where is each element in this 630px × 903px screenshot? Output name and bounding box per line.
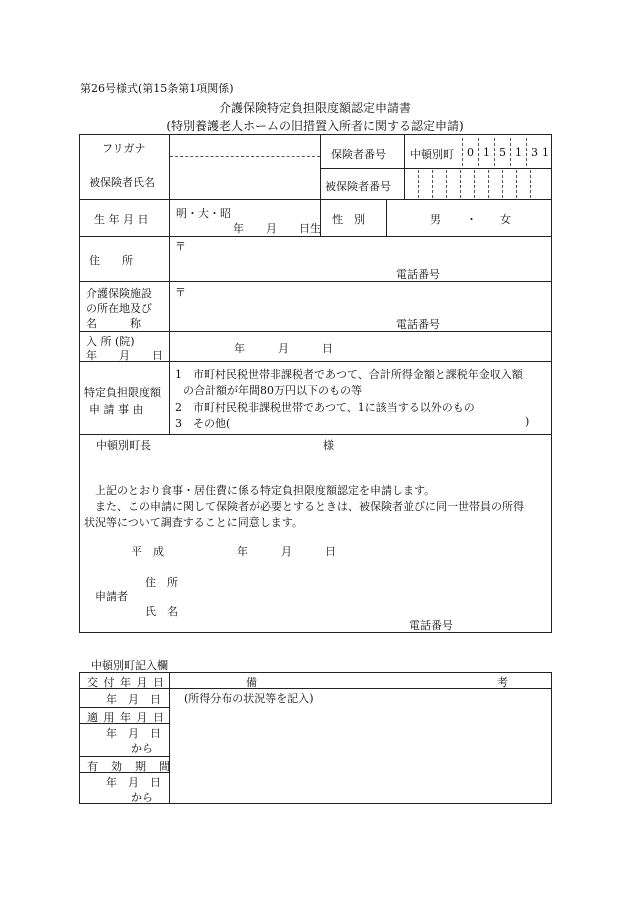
form-subtitle: (特別養護老人ホームの旧措置入所者に関する認定申請) [166,119,464,133]
insured-number-field[interactable] [405,170,550,198]
validity-label: 有 効 期 間 [87,760,171,773]
insurer-number-label: 保険者番号 [331,148,386,161]
insured-name-field[interactable] [175,160,317,196]
form-title: 介護保険特定負担限度額認定申請書 [218,101,411,115]
sex-male-option[interactable]: 男 [430,213,441,226]
era-options: 明・大・昭 [176,207,231,220]
admission-label-line2: 年 月 日 [86,349,163,362]
address-phone-label: 電話番号 [396,268,440,281]
sex-separator: ・ [466,213,477,226]
sex-female-option[interactable]: 女 [500,213,511,226]
reason-option-3[interactable]: 3 その他( [175,417,231,430]
admission-label-line1: 入 所 (院) [86,335,135,348]
postal-mark: 〒 [175,240,186,253]
reason-option-1[interactable]: 1 市町村民税世帯非課税者であつて、合計所得金額と課税年金収入額 [175,368,523,381]
applicant-phone-label: 電話番号 [409,619,453,632]
insurer-digit: 0 [467,146,474,159]
remarks-label-2: 考 [497,676,508,689]
addressee: 中頓別町長 [96,439,151,452]
facility-phone-label: 電話番号 [396,318,440,331]
insurer-digit: 5 [499,146,506,159]
insured-name-label: 被保険者氏名 [89,176,155,189]
facility-label-line2: の所在地及び [86,302,152,315]
furigana-field[interactable] [175,140,317,154]
furigana-label: フリガナ [102,142,146,155]
reason-label-line1: 特定負担限度額 [84,386,161,399]
insurer-digit: 1 [515,146,522,159]
reason-option-1-cont: の合計額が年間80万円以下のもの等 [183,384,362,397]
office-section-title: 中頓別町記入欄 [91,659,168,672]
honorific: 様 [323,439,334,452]
form-number: 第26号様式(第15条第1項関係) [80,82,234,95]
reason-label-line2: 申 請 事 由 [89,403,144,416]
facility-postal-mark: 〒 [175,286,186,299]
remarks-note: (所得分布の状況等を記入) [184,692,314,705]
validity-from-label: から [131,791,153,804]
facility-label-line1: 介護保険施設 [86,287,152,300]
issue-date-format: 年 月 日 [106,693,161,706]
applicant-name-label: 氏 名 [145,605,178,618]
application-date-format: 年 月 日 [237,545,336,558]
admission-date-format: 年 月 日 [234,342,333,355]
birth-date-label: 生 年 月 日 [94,213,149,226]
facility-field[interactable] [190,286,545,314]
address-field[interactable] [190,240,545,264]
declaration-paragraph-2: また、この申請に関して保険者が必要とするときは、被保険者並びに同一世帯員の所得 [95,500,524,513]
apply-from-label: から [131,742,153,755]
apply-date-format: 年 月 日 [106,727,161,740]
facility-label-line3: 名 称 [86,317,141,330]
birth-date-format: 年 月 日生 [233,222,321,235]
insurer-digit: 3 [531,146,538,159]
apply-date-label: 適 用 年 月 日 [87,711,165,724]
applicant-label: 申請者 [95,590,128,603]
reason-option-2[interactable]: 2 市町村民税非課税世帯であつて、1に該当する以外のもの [175,401,475,414]
issue-date-label: 交 付 年 月 日 [87,676,165,689]
insurer-digit: 1 [483,146,490,159]
sex-label: 性 別 [332,213,365,226]
insurer-name: 中頓別町 [410,148,454,161]
remarks-label-1: 備 [246,676,257,689]
insured-number-label: 被保険者番号 [325,180,391,193]
applicant-address-label: 住 所 [145,576,178,589]
address-label: 住 所 [89,254,133,267]
declaration-paragraph-1: 上記のとおり食事・居住費に係る特定負担限度額認定を申請します。 [95,484,436,497]
insurer-digit: 1 [542,146,549,159]
validity-date-format: 年 月 日 [106,776,161,789]
reason-option-3-close: ) [525,415,530,428]
date-era: 平 成 [131,545,164,558]
declaration-paragraph-2-cont: 状況等について調査することに同意します。 [84,516,303,529]
